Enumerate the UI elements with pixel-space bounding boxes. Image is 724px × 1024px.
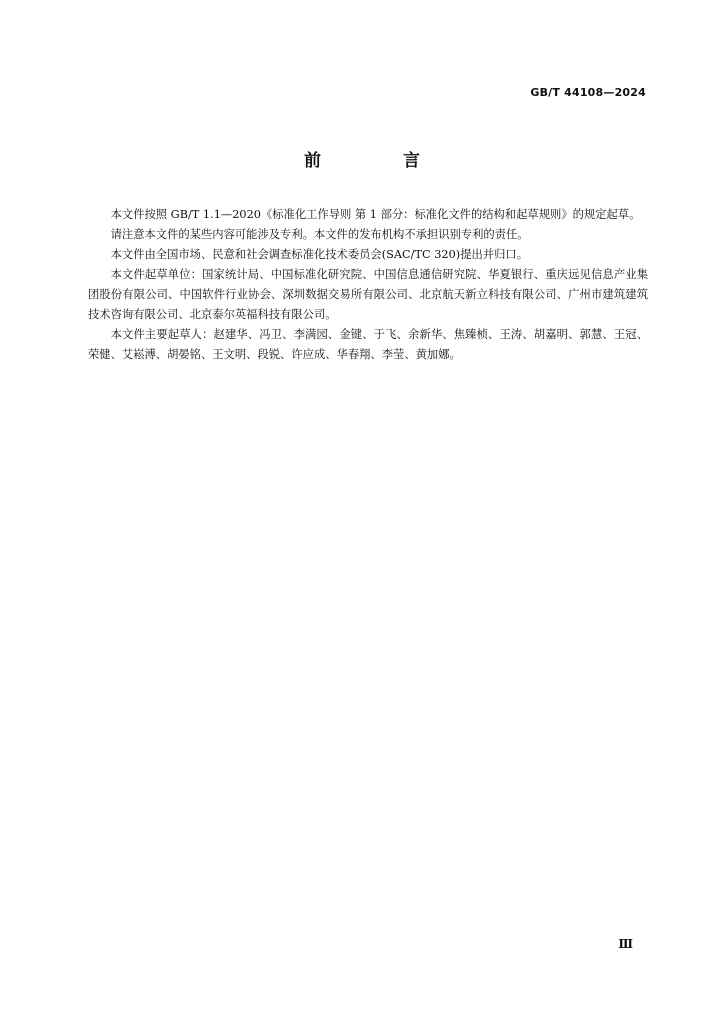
page-number: Ⅲ	[618, 937, 633, 951]
paragraph-drafting-units: 本文件起草单位：国家统计局、中国标准化研究院、中国信息通信研究院、华夏银行、重庆远见信息产业集团股份有限公司、中国软件行业协会、深圳数据交易所有限公司、北京航天新立科技有限公司、广州市建筑建筑技术咨询有限公司、北京泰尔英福科技有限公司。	[88, 268, 648, 321]
paragraph-drafters: 本文件主要起草人：赵建华、冯卫、李满园、金键、于飞、余新华、焦臻桢、王涛、胡嘉明、郭慧、王冠、荣健、艾崧溥、胡晏铭、王文明、段锐、许应成、华春翔、李莹、黄加娜。	[88, 328, 648, 361]
paragraph-patent-notice: 请注意本文件的某些内容可能涉及专利。本文件的发布机构不承担识别专利的责任。	[110, 228, 529, 241]
foreword-body	[88, 205, 648, 365]
paragraph-proposer: 本文件由全国市场、民意和社会调查标准化技术委员会(SAC/TC 320)提出并归口。	[110, 248, 528, 261]
standard-code: GB/T 44108—2024	[530, 86, 646, 99]
page-title: 前 言	[304, 151, 458, 171]
paragraph-drafting-rules: 本文件按照 GB/T 1.1—2020《标准化工作导则 第 1 部分：标准化文件的结构和起草规则》的规定起草。	[110, 208, 641, 221]
